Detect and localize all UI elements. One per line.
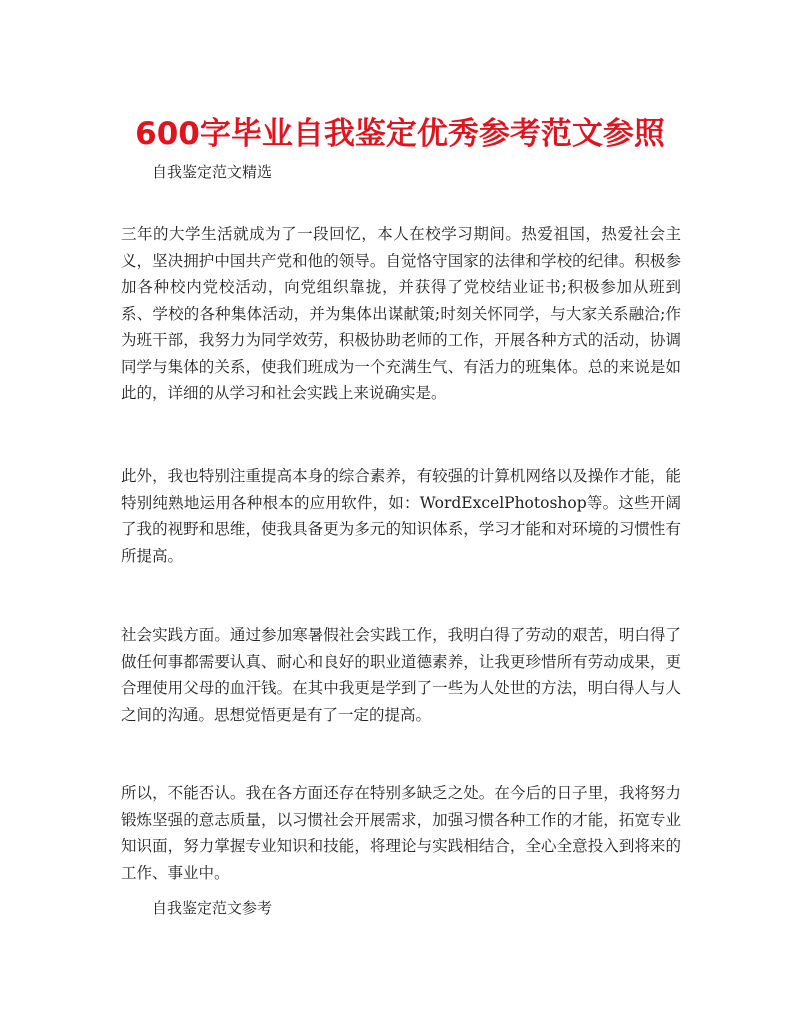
paragraph-2: 此外，我也特别注重提高本身的综合素养，有较强的计算机网络以及操作才能，能特别纯熟地运用各种根本的应用软件，如：WordExcelPhotoshop等。这些开阔了我的视野和思维，使我具备更为多元的知识体系，学习才能和对环境的习惯性有所提高。 <box>121 467 681 565</box>
document-title: 600字毕业自我鉴定优秀参考范文参照 <box>135 116 665 152</box>
subheading-reference-samples: 自我鉴定范文参考 <box>152 899 273 917</box>
subheading-featured-samples: 自我鉴定范文精选 <box>152 163 273 181</box>
paragraph-3: 社会实践方面。通过参加寒暑假社会实践工作，我明白得了劳动的艰苦，明白得了做任何事都需要认真、耐心和良好的职业道德素养，让我更珍惜所有劳动成果，更合理使用父母的血汗钱。在其中我更是学到了一些为人处世的方法，明白得人与人之间的沟通。思想觉悟更是有了一定的提高。 <box>121 626 681 724</box>
paragraph-4: 所以，不能否认。我在各方面还存在特别多缺乏之处。在今后的日子里，我将努力锻炼坚强的意志质量，以习惯社会开展需求，加强习惯各种工作的才能，拓宽专业知识面，努力掌握专业知识和技能，将理论与实践相结合，全心全意投入到将来的工作、事业中。 <box>121 784 681 882</box>
paragraph-1: 三年的大学生活就成为了一段回忆，本人在校学习期间。热爱祖国，热爱社会主义，坚决拥护中国共产党和他的领导。自觉恪守国家的法律和学校的纪律。积极参加各种校内党校活动，向党组织靠拢，并获得了党校结业证书;积极参加从班到系、学校的各种集体活动，并为集体出谋献策;时刻关怀同学，与大家关系融洽;作为班干部，我努力为同学效劳，积极协助老师的工作，开展各种方式的活动，协调同学与集体的关系，使我们班成为一个充满生气、有活力的班集体。总的来说是如此的，详细的从学习和社会实践上来说确实是。 <box>121 225 681 402</box>
